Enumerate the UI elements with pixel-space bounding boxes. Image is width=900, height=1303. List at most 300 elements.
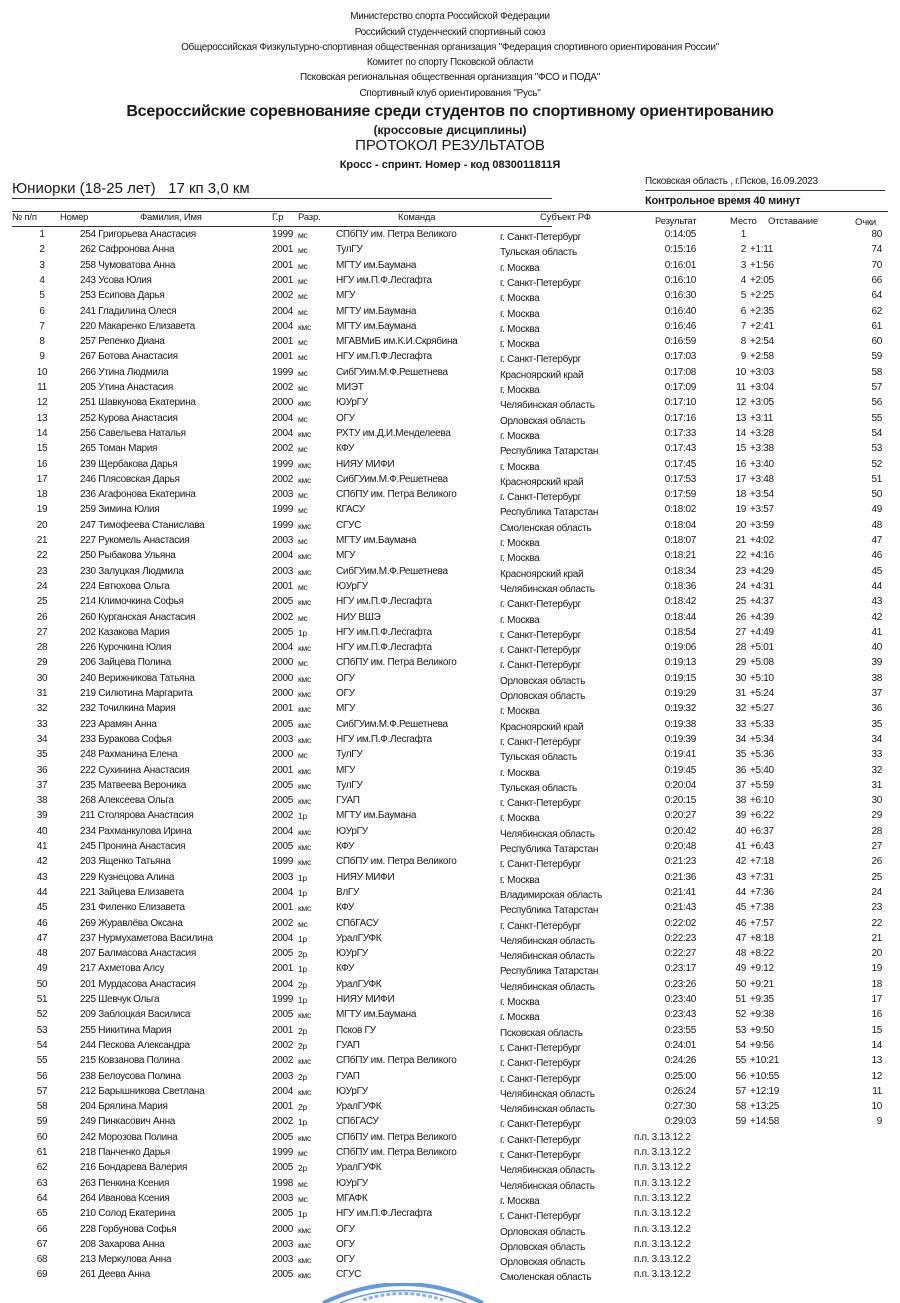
place: 30 — [735, 672, 746, 684]
birth-year: 2001 — [272, 351, 294, 363]
result: 0:27:30 — [664, 1101, 696, 1113]
row-number: 65 — [36, 1208, 48, 1220]
region: г. Санкт-Петербург — [500, 277, 582, 289]
region: г. Москва — [500, 1195, 540, 1207]
result: 0:17:08 — [664, 366, 696, 378]
bib-and-name: 255 Никитина Мария — [80, 1024, 172, 1036]
bib-and-name: 260 Курганская Анастасия — [80, 611, 196, 623]
place: 24 — [735, 580, 746, 592]
table-row — [0, 1116, 900, 1131]
col-gap: Отставание — [768, 216, 818, 227]
bib-and-name: 236 Агафонова Екатерина — [80, 489, 196, 501]
team: СПбПУ им. Петра Великого — [336, 1055, 457, 1067]
points: 13 — [871, 1055, 882, 1067]
sport-rank: кмс — [298, 1255, 311, 1266]
sport-rank: кмс — [298, 597, 311, 608]
birth-year: 2001 — [272, 244, 294, 256]
time-gap: +5:24 — [750, 688, 774, 699]
points: 60 — [871, 336, 882, 348]
result: 0:20:27 — [664, 810, 696, 822]
sport-rank: кмс — [298, 704, 311, 715]
place: 25 — [735, 596, 746, 608]
table-row — [0, 887, 900, 902]
birth-year: 2005 — [272, 1162, 294, 1174]
bib-and-name: 241 Гладилина Олеся — [80, 305, 177, 317]
birth-year: 2001 — [272, 580, 294, 592]
bib-and-name: 206 Зайцева Полина — [80, 657, 172, 669]
points: 52 — [871, 458, 882, 470]
team: ГУАП — [336, 1070, 360, 1082]
result: 0:24:01 — [664, 1039, 696, 1051]
place: 6 — [740, 305, 746, 317]
time-gap: +4:49 — [750, 626, 774, 638]
bib-and-name: 211 Столярова Анастасия — [80, 810, 194, 822]
event-subtitle: (кроссовые дисциплины) — [373, 123, 527, 137]
bib-and-name: 269 Журавлёва Оксана — [80, 917, 183, 929]
result: 0:19:06 — [664, 642, 696, 654]
region: г. Санкт-Петербург — [500, 798, 582, 810]
bib-and-name: 209 Заблоцкая Василиса — [80, 1009, 191, 1021]
time-gap: +9:56 — [750, 1039, 774, 1051]
sport-rank: мс — [298, 658, 308, 669]
sport-rank: кмс — [298, 780, 311, 791]
region: Республика Татарстан — [500, 446, 599, 458]
bib-and-name: 267 Ботова Анастасия — [80, 351, 178, 363]
team: СПбПУ им. Петра Великого — [336, 657, 457, 669]
row-number: 32 — [36, 703, 48, 715]
bib-and-name: 203 Ященко Татьяна — [80, 856, 171, 868]
result: п.п. 3.13.12.2 — [634, 1254, 691, 1266]
table-row — [0, 504, 900, 519]
place: 37 — [735, 779, 746, 791]
bib-and-name: 243 Усова Юлия — [80, 274, 152, 286]
place: 34 — [735, 733, 746, 745]
region: Орловская область — [500, 415, 585, 427]
sport-rank: мс — [298, 918, 308, 929]
bib-and-name: 224 Евтюхова Ольга — [80, 580, 170, 592]
col-place: Место — [730, 216, 757, 227]
place: 55 — [735, 1055, 746, 1067]
row-number: 62 — [36, 1162, 48, 1174]
table-row — [0, 260, 900, 275]
bib-and-name: 245 Пронина Анастасия — [80, 841, 186, 852]
region: г. Москва — [500, 813, 540, 825]
time-gap: +4:02 — [750, 535, 774, 546]
region: Челябинская область — [500, 583, 595, 595]
time-gap: +3:38 — [750, 443, 774, 455]
points: 21 — [871, 932, 882, 944]
region: г. Москва — [500, 308, 540, 320]
region: Смоленская область — [500, 1272, 592, 1284]
region: г. Москва — [500, 997, 540, 1008]
place: 5 — [740, 290, 746, 302]
sport-rank: 2р — [298, 1163, 307, 1174]
bib-and-name: 225 Шевчук Ольга — [80, 994, 160, 1005]
time-gap: +9:12 — [750, 963, 774, 975]
place: 57 — [735, 1085, 746, 1097]
region: г. Санкт-Петербург — [500, 1042, 582, 1054]
sport-rank: мс — [298, 1193, 308, 1204]
place: 2 — [740, 244, 746, 256]
region: Красноярский край — [500, 568, 584, 580]
table-row — [0, 474, 900, 489]
sport-rank: кмс — [298, 1224, 311, 1235]
team: НГУ им.П.Ф.Лесгафта — [336, 642, 432, 654]
row-number: 10 — [36, 366, 48, 378]
points: 36 — [871, 703, 882, 715]
points: 45 — [871, 565, 882, 577]
team: МГАФК — [336, 1192, 368, 1204]
birth-year: 1999 — [272, 856, 294, 868]
table-row — [0, 459, 900, 474]
region: Красноярский край — [500, 369, 584, 381]
region: Красноярский край — [500, 476, 584, 488]
table-row — [0, 290, 900, 305]
points: 29 — [871, 810, 882, 822]
group-title: Юниорки (18-25 лет) 17 кп 3,0 км — [12, 180, 250, 197]
table-row — [0, 1208, 900, 1223]
place: 16 — [735, 458, 746, 470]
row-number: 40 — [36, 825, 48, 837]
time-gap: +5:27 — [750, 703, 774, 715]
row-number: 68 — [36, 1254, 48, 1266]
time-gap: +10:55 — [750, 1070, 780, 1082]
row-number: 8 — [39, 336, 45, 348]
result: 0:18:02 — [664, 504, 696, 516]
table-row — [0, 1147, 900, 1162]
table-row — [0, 1178, 900, 1193]
points: 23 — [871, 902, 882, 914]
place: 42 — [735, 856, 746, 868]
place: 49 — [735, 963, 746, 975]
time-gap: +5:01 — [750, 642, 774, 654]
row-number: 38 — [36, 795, 48, 807]
birth-year: 2001 — [272, 274, 294, 286]
result: 0:24:26 — [664, 1055, 696, 1067]
sport-rank: кмс — [298, 1270, 311, 1281]
table-row — [0, 1224, 900, 1239]
place: 38 — [735, 795, 746, 807]
table-row — [0, 535, 900, 550]
time-gap: +9:21 — [750, 978, 774, 990]
birth-year: 2003 — [272, 1254, 294, 1266]
row-number: 17 — [36, 473, 48, 485]
table-row — [0, 428, 900, 443]
bib-and-name: 235 Матвеева Вероника — [80, 779, 187, 791]
region: Тульская область — [500, 782, 577, 794]
table-row — [0, 581, 900, 596]
birth-year: 2002 — [272, 1039, 294, 1051]
bib-and-name: 233 Буракова Софья — [80, 733, 172, 745]
team: УралГУФК — [336, 978, 382, 990]
points: 25 — [871, 871, 882, 883]
sport-rank: 1р — [298, 872, 307, 883]
team: МГТУ им.Баумана — [336, 1009, 417, 1021]
team: НГУ им.П.Ф.Лесгафта — [336, 274, 432, 286]
region: Смоленская область — [500, 522, 592, 534]
place: 39 — [735, 810, 746, 822]
points: 33 — [871, 749, 882, 761]
bib-and-name: 220 Макаренко Елизавета — [80, 320, 195, 332]
sport-rank: кмс — [298, 1086, 311, 1097]
result: п.п. 3.13.12.2 — [634, 1192, 691, 1204]
result: 0:17:43 — [664, 443, 696, 455]
time-gap: +2:05 — [750, 274, 774, 286]
bib-and-name: 216 Бондарева Валерия — [80, 1162, 188, 1174]
team: МГТУ им.Баумана — [336, 305, 417, 317]
table-row — [0, 795, 900, 810]
region: Орловская область — [500, 675, 585, 687]
team: СГУС — [336, 1269, 362, 1281]
sport-rank: кмс — [298, 520, 311, 531]
org-line: Российский студенческий спортивный союз — [354, 27, 546, 38]
row-number: 37 — [36, 779, 48, 791]
row-number: 1 — [39, 229, 45, 240]
region: г. Санкт-Петербург — [500, 1058, 582, 1070]
sport-rank: мс — [298, 536, 308, 546]
points: 70 — [871, 259, 882, 271]
bib-and-name: 234 Рахманкулова Ирина — [80, 825, 192, 837]
region: Псковская область — [500, 1027, 583, 1039]
place: 28 — [735, 642, 746, 654]
time-gap: +3:48 — [750, 473, 774, 485]
region: г. Санкт-Петербург — [500, 859, 582, 871]
result: 0:18:54 — [664, 626, 696, 638]
region: г. Москва — [500, 1012, 540, 1024]
time-gap: +1:56 — [750, 259, 774, 271]
team: ЮУрГУ — [336, 580, 368, 592]
team: НГУ им.П.Ф.Лесгафта — [336, 733, 432, 745]
team: ОГУ — [336, 1223, 355, 1235]
bib-and-name: 201 Мурдасова Анастасия — [80, 978, 196, 990]
table-row — [0, 1193, 900, 1208]
birth-year: 2004 — [272, 642, 294, 654]
points: 39 — [871, 657, 882, 669]
points: 50 — [871, 489, 882, 501]
result: 0:22:23 — [664, 932, 696, 944]
divider — [12, 226, 552, 227]
bib-and-name: 265 Томан Мария — [80, 443, 158, 455]
result: 0:17:03 — [664, 351, 696, 363]
row-number: 69 — [36, 1269, 48, 1281]
region: г. Санкт-Петербург — [500, 660, 582, 672]
sport-rank: 1р — [298, 1117, 307, 1128]
region: г. Санкт-Петербург — [500, 354, 582, 366]
points: 42 — [871, 611, 882, 623]
result: 0:23:17 — [664, 963, 696, 975]
row-number: 21 — [36, 535, 48, 546]
birth-year: 2002 — [272, 382, 294, 393]
points: 12 — [871, 1070, 882, 1082]
result: 0:22:27 — [664, 948, 696, 960]
table-row — [0, 673, 900, 688]
place: 14 — [735, 427, 746, 439]
team: СПбПУ им. Петра Великого — [336, 1147, 457, 1158]
place: 7 — [740, 320, 746, 332]
team: МИЭТ — [336, 382, 364, 393]
result: 0:19:41 — [664, 749, 696, 761]
table-row — [0, 1101, 900, 1116]
time-gap: +5:59 — [750, 779, 774, 791]
sport-rank: кмс — [298, 719, 311, 730]
team: КГАСУ — [336, 504, 365, 516]
region: Челябинская область — [500, 981, 595, 993]
birth-year: 2001 — [272, 902, 294, 914]
team: НИЯУ МИФИ — [336, 994, 395, 1005]
table-row — [0, 244, 900, 259]
col-points: Очки — [855, 217, 877, 228]
time-gap: +10:21 — [750, 1055, 780, 1067]
region: Республика Татарстан — [500, 844, 599, 855]
table-row — [0, 612, 900, 627]
team: ТулГУ — [336, 749, 363, 761]
team: ТулГУ — [336, 779, 363, 791]
team: ОГУ — [336, 1254, 355, 1266]
points: 15 — [871, 1024, 882, 1036]
table-row — [0, 963, 900, 978]
sport-rank: кмс — [298, 428, 311, 439]
sport-rank: кмс — [298, 689, 311, 699]
birth-year: 2003 — [272, 1238, 294, 1250]
birth-year: 2005 — [272, 1269, 294, 1281]
table-row — [0, 351, 900, 366]
place: 31 — [735, 688, 746, 699]
sport-rank: кмс — [298, 734, 311, 745]
col-n: № п/п — [12, 212, 37, 223]
table-row — [0, 321, 900, 336]
time-gap: +2:41 — [750, 320, 774, 332]
time-gap: +3:57 — [750, 504, 774, 516]
row-number: 20 — [36, 519, 48, 531]
row-number: 54 — [36, 1039, 48, 1051]
points: 9 — [876, 1116, 882, 1128]
event-title: Всероссийские соревнованияе среди студентов по спортивному ориентированию — [126, 103, 774, 120]
sport-rank: мс — [298, 413, 308, 424]
table-row — [0, 443, 900, 458]
sport-rank: мс — [298, 490, 308, 501]
bib-and-name: 253 Есипова Дарья — [80, 290, 165, 302]
points: 19 — [871, 963, 882, 975]
team: ЮУрГУ — [336, 1085, 368, 1097]
sport-rank: кмс — [298, 459, 311, 470]
table-row — [0, 397, 900, 412]
sport-rank: кмс — [298, 1010, 311, 1021]
points: 27 — [871, 841, 882, 852]
result: 0:16:10 — [664, 274, 696, 286]
bib-and-name: 251 Шавкунова Екатерина — [80, 397, 196, 409]
birth-year: 2004 — [272, 320, 294, 332]
region: Республика Татарстан — [500, 966, 599, 978]
result: 0:17:09 — [664, 382, 696, 393]
place: 58 — [735, 1101, 746, 1113]
table-row — [0, 306, 900, 321]
bib-and-name: 259 Зимина Юлия — [80, 504, 160, 516]
bib-and-name: 208 Захарова Анна — [80, 1238, 165, 1250]
team: КФУ — [336, 443, 355, 455]
bib-and-name: 249 Пинкасович Анна — [80, 1116, 176, 1128]
time-gap: +6:22 — [750, 810, 774, 822]
result: 0:17:45 — [664, 458, 696, 470]
region: г. Санкт-Петербург — [500, 1119, 582, 1131]
table-row — [0, 872, 900, 887]
region: г. Москва — [500, 706, 540, 718]
team: ВлГУ — [336, 886, 360, 898]
table-row — [0, 336, 900, 351]
row-number: 36 — [36, 764, 48, 776]
bib-and-name: 247 Тимофеева Станислава — [80, 519, 205, 531]
sport-rank: кмс — [298, 474, 311, 485]
bib-and-name: 202 Казакова Мария — [80, 626, 170, 638]
org-line: Псковская региональная общественная организация "ФСО и ПОДА" — [300, 72, 600, 83]
time-gap: +3:05 — [750, 397, 774, 409]
result: 0:17:53 — [664, 473, 696, 485]
team: СибГУим.М.Ф.Решетнева — [336, 366, 448, 378]
result: 0:19:45 — [664, 764, 696, 776]
result: 0:21:36 — [664, 871, 696, 883]
divider — [12, 198, 552, 199]
team: МГУ — [336, 290, 356, 302]
bib-and-name: 231 Филенко Елизавета — [80, 902, 185, 914]
col-name: Фамилия, Имя — [140, 212, 202, 223]
birth-year: 2005 — [272, 596, 294, 608]
col-result: Результат — [655, 216, 697, 227]
result: п.п. 3.13.12.2 — [634, 1223, 691, 1235]
result: 0:18:04 — [664, 519, 696, 531]
table-row — [0, 596, 900, 611]
org-line: Министерство спорта Российской Федерации — [350, 11, 550, 22]
table-row — [0, 948, 900, 963]
time-gap: +8:18 — [750, 932, 774, 944]
table-row — [0, 657, 900, 672]
birth-year: 1999 — [272, 229, 294, 240]
result: 0:23:55 — [664, 1024, 696, 1036]
row-number: 53 — [36, 1024, 48, 1036]
table-row — [0, 780, 900, 795]
points: 31 — [871, 779, 882, 791]
region: г. Москва — [500, 461, 540, 473]
row-number: 34 — [36, 733, 48, 745]
bib-and-name: 246 Плясовская Дарья — [80, 473, 180, 485]
result: 0:23:26 — [664, 978, 696, 990]
bib-and-name: 217 Ахметова Алсу — [80, 963, 165, 975]
team: МГУ — [336, 550, 356, 562]
birth-year: 2001 — [272, 259, 294, 271]
bib-and-name: 248 Рахманина Елена — [80, 749, 178, 761]
region: Красноярский край — [500, 721, 584, 733]
result: 0:16:40 — [664, 305, 696, 317]
team: МГУ — [336, 764, 356, 776]
time-gap: +13:25 — [750, 1101, 780, 1113]
row-number: 2 — [39, 244, 45, 256]
sport-rank: кмс — [298, 796, 311, 807]
table-row — [0, 734, 900, 749]
table-row — [0, 642, 900, 657]
birth-year: 2005 — [272, 948, 294, 960]
row-number: 50 — [36, 978, 48, 990]
birth-year: 2004 — [272, 550, 294, 562]
points: 53 — [871, 443, 882, 455]
org-line: Комитет по спорту Псковской области — [366, 57, 534, 68]
team: ТулГУ — [336, 244, 363, 256]
points: 10 — [871, 1101, 882, 1113]
time-gap: +9:50 — [750, 1024, 774, 1036]
bib-and-name: 214 Климочкина Софья — [80, 596, 184, 608]
points: 34 — [871, 733, 882, 745]
control-time: Контрольное время 40 минут — [645, 195, 801, 207]
time-gap: +9:35 — [750, 994, 774, 1005]
birth-year: 2005 — [272, 795, 294, 807]
sport-rank: 2р — [298, 1040, 307, 1051]
